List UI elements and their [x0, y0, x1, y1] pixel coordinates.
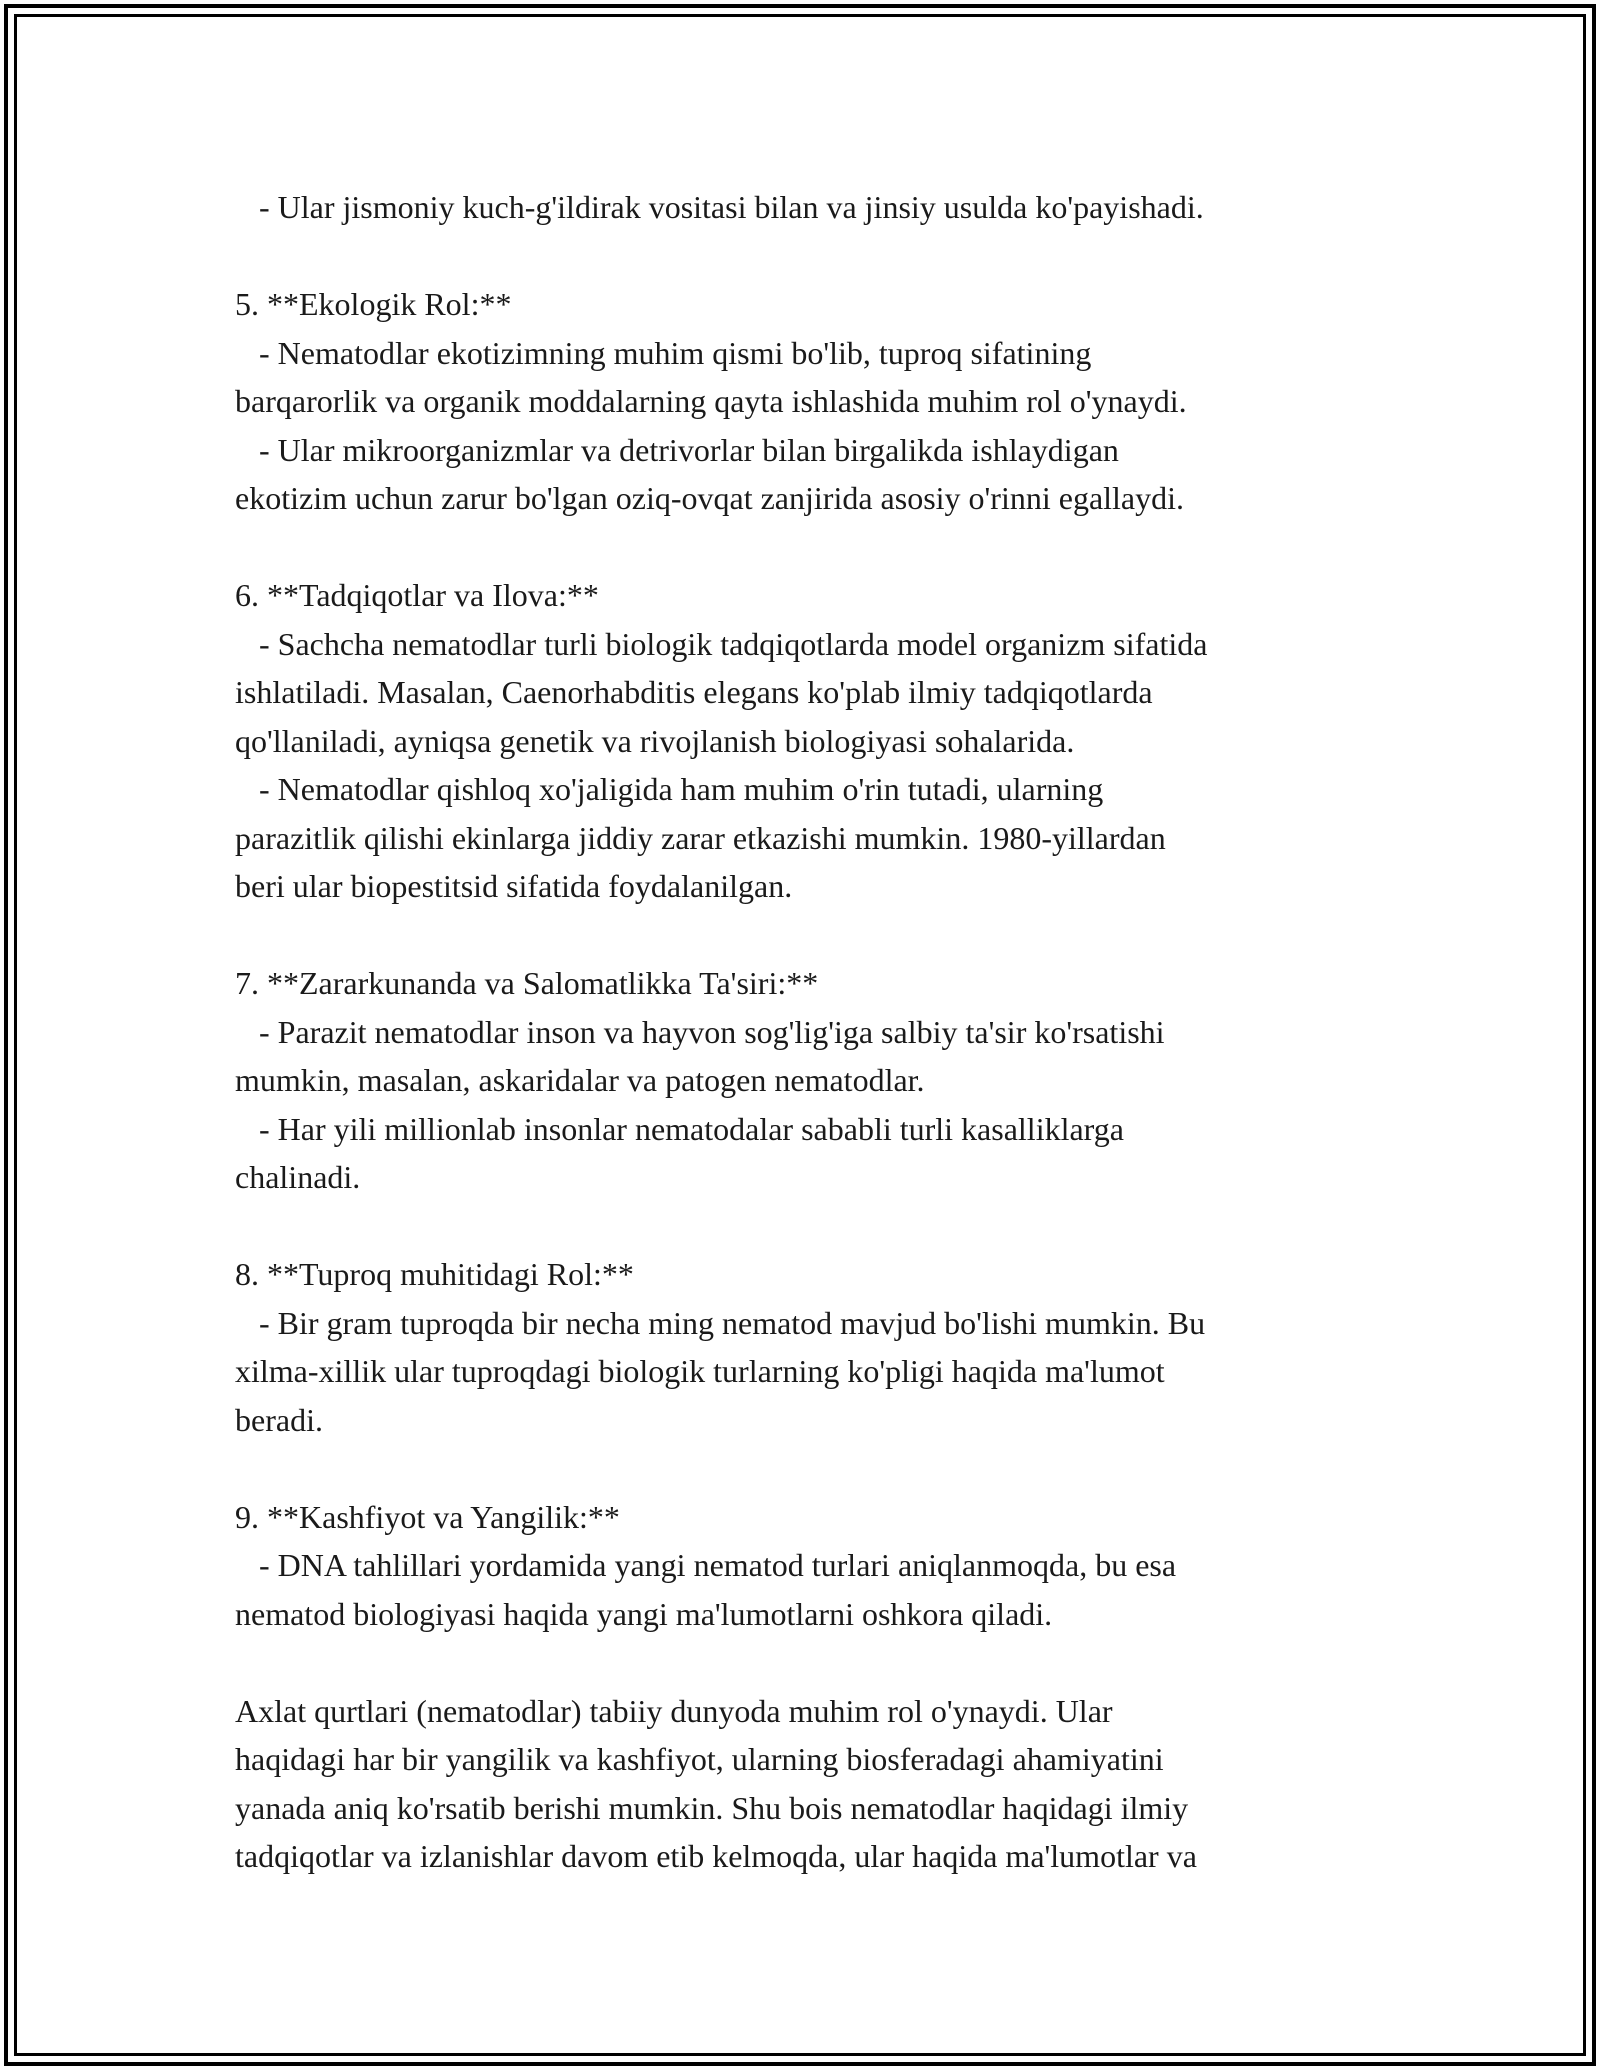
text-line: qo'llaniladi, ayniqsa genetik va rivojlanish biologiyasi sohalarida. [235, 722, 1075, 759]
text-line: 5. **Ekologik Rol:** [235, 286, 512, 322]
paragraph-spacer [235, 232, 1365, 281]
text-line: - Ular jismoniy kuch-g'ildirak vositasi bilan va jinsiy usulda ko'payishadi. [235, 189, 1204, 225]
text-line: - Ular mikroorganizmlar va detrivorlar bilan birgalikda ishlaydigan [235, 431, 1119, 468]
text-line: - Parazit nematodlar inson va hayvon sog'lig'iga salbiy ta'sir ko'rsatishi [235, 1013, 1165, 1050]
paragraph-spacer [235, 523, 1365, 572]
text-line: parazitlik qilishi ekinlarga jiddiy zarar etkazishi mumkin. 1980-yillardan [235, 819, 1166, 856]
text-line: - Sachcha nematodlar turli biologik tadqiqotlarda model organizm sifatida [235, 625, 1208, 662]
text-line: chalinadi. [235, 1159, 361, 1195]
text-line: - Har yili millionlab insonlar nematodalar sababli turli kasalliklarga [235, 1110, 1124, 1147]
paragraph-spacer [235, 1444, 1365, 1493]
paragraph-spacer [235, 911, 1365, 960]
text-line: barqarorlik va organik moddalarning qayta ishlashida muhim rol o'ynaydi. [235, 383, 1187, 419]
text-line: - Bir gram tuproqda bir necha ming nematod mavjud bo'lishi mumkin. Bu [235, 1304, 1206, 1341]
text-line: 8. **Tuproq muhitidagi Rol:** [235, 1256, 634, 1292]
text-line: ekotizim uchun zarur bo'lgan oziq-ovqat zanjirida asosiy o'rinni egallaydi. [235, 480, 1185, 516]
text-line: - Nematodlar ekotizimning muhim qismi bo'lib, tuproq sifatining [235, 334, 1092, 371]
text-line: ishlatiladi. Masalan, Caenorhabditis elegans ko'plab ilmiy tadqiqotlarda [235, 674, 1153, 710]
text-line: beri ular biopestitsid sifatida foydalanilgan. [235, 868, 793, 904]
text-line: beradi. [235, 1401, 323, 1438]
text-line: tadqiqotlar va izlanishlar davom etib kelmoqda, ular haqida ma'lumotlar va [235, 1838, 1197, 1874]
text-line: mumkin, masalan, askaridalar va patogen nematodlar. [235, 1062, 925, 1098]
paragraph-spacer [235, 1638, 1365, 1687]
text-line: 7. **Zararkunanda va Salomatlikka Ta'siri:** [235, 965, 819, 1001]
paragraph-spacer [235, 1202, 1365, 1251]
text-line: haqidagi har bir yangilik va kashfiyot, ularning biosferadagi ahamiyatini [235, 1741, 1164, 1777]
text-line: 6. **Tadqiqotlar va Ilova:** [235, 577, 599, 613]
text-line: yanada aniq ko'rsatib berishi mumkin. Shu bois nematodlar haqidagi ilmiy [235, 1789, 1189, 1826]
text-line: Axlat qurtlari (nematodlar) tabiiy dunyoda muhim rol o'ynaydi. Ular [235, 1692, 1113, 1729]
document-body [235, 183, 1365, 1881]
text-line: 9. **Kashfiyot va Yangilik:** [235, 1498, 620, 1535]
text-line: nematod biologiyasi haqida yangi ma'lumotlarni oshkora qiladi. [235, 1595, 1053, 1632]
text-line: - Nematodlar qishloq xo'jaligida ham muhim o'rin tutadi, ularning [235, 771, 1104, 807]
text-line: - DNA tahlillari yordamida yangi nematod turlari aniqlanmoqda, bu esa [235, 1547, 1177, 1583]
text-line: xilma-xillik ular tuproqdagi biologik turlarning ko'pligi haqida ma'lumot [235, 1353, 1165, 1389]
